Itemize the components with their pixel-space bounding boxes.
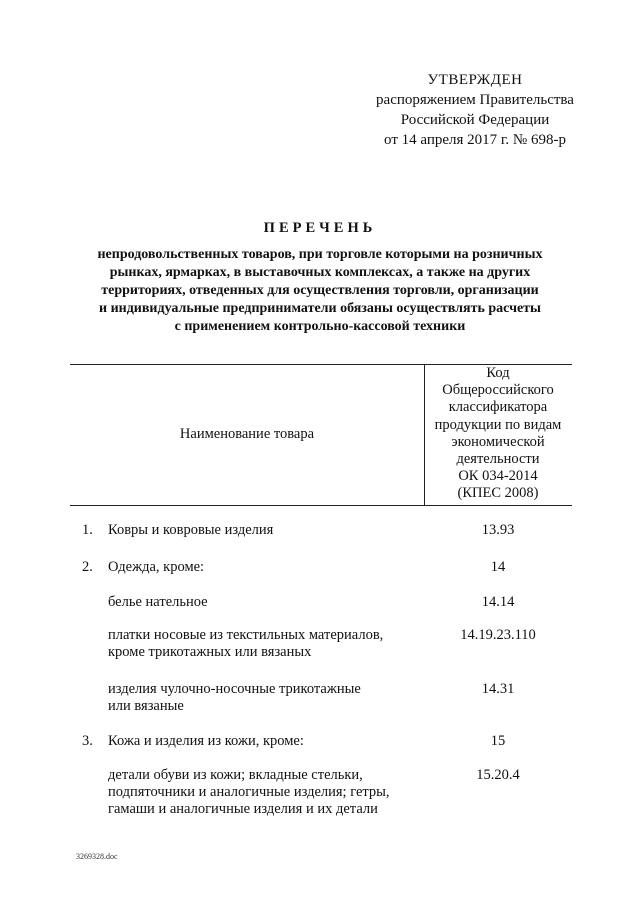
row-name-line: изделия чулочно-носочные трикотажные [108, 681, 361, 697]
row-name-line: кроме трикотажных или вязаных [108, 644, 312, 660]
row-number: 3. [82, 733, 93, 749]
header-code-line: продукции по видам [434, 416, 562, 433]
row-name-line: гамаши и аналогичные изделия и их детали [108, 801, 378, 817]
header-code-line: деятельности [456, 451, 540, 468]
table-header-code [424, 365, 572, 503]
row-name-line: Кожа и изделия из кожи, кроме: [108, 733, 304, 749]
table-header-bottom-rule [70, 505, 572, 506]
row-code: 14.31 [481, 681, 515, 697]
row-name [108, 594, 418, 611]
approval-line: Российской Федерации [400, 112, 550, 128]
approval-block [330, 70, 620, 150]
subtitle-line: непродовольственных товаров, при торговле которыми на розничных [97, 247, 543, 262]
row-name [108, 733, 418, 750]
row-code: 14.14 [481, 594, 515, 610]
row-name-line: Одежда, кроме: [108, 559, 205, 575]
approval-line: распоряжением Правительства [376, 92, 574, 108]
approval-stamp: УТВЕРЖДЕН [427, 72, 523, 88]
approval-line: от 14 апреля 2017 г. № 698-р [384, 132, 566, 148]
header-code-line: классификатора [448, 399, 548, 416]
row-name [108, 559, 418, 576]
row-code: 15 [490, 733, 506, 749]
row-number: 2. [82, 559, 93, 575]
header-code-line: Общероссийского [442, 382, 554, 399]
row-number: 1. [82, 522, 93, 538]
row-name-line: платки носовые из текстильных материалов, [108, 627, 384, 643]
row-code: 14 [490, 559, 506, 575]
row-name-line: или вязаные [108, 698, 184, 714]
header-code-line: ОК 034-2014 [458, 468, 538, 485]
row-name-line: детали обуви из кожи; вкладные стельки, [108, 767, 363, 783]
subtitle-line: и индивидуальные предприниматели обязаны осуществлять расчеты [99, 301, 541, 316]
header-code-line: (КПЕС 2008) [457, 485, 539, 502]
document-title: ПЕРЕЧЕНЬ [263, 220, 377, 236]
document-subtitle [60, 246, 580, 336]
row-code: 15.20.4 [476, 767, 520, 783]
row-name-line: белье нательное [108, 594, 208, 610]
subtitle-line: рынках, ярмарках, в выставочных комплексах, а также на других [109, 265, 531, 280]
subtitle-line: территориях, отведенных для осуществления торговли, организации [101, 283, 539, 298]
row-code: 14.19.23.110 [460, 627, 536, 643]
subtitle-line: с применением контрольно-кассовой техники [174, 319, 466, 334]
table-header-name: Наименование товара [179, 426, 315, 442]
row-name [108, 767, 418, 818]
row-name-line: подпяточники и аналогичные изделия; гетры, [108, 784, 390, 800]
header-code-line: экономической [451, 433, 545, 450]
row-name [108, 681, 418, 715]
row-name [108, 627, 418, 661]
row-name-line: Ковры и ковровые изделия [108, 522, 274, 538]
header-code-line: Код [486, 365, 510, 381]
file-reference: 3269328.doc [76, 852, 118, 861]
row-name [108, 522, 418, 539]
row-code: 13.93 [481, 522, 515, 538]
